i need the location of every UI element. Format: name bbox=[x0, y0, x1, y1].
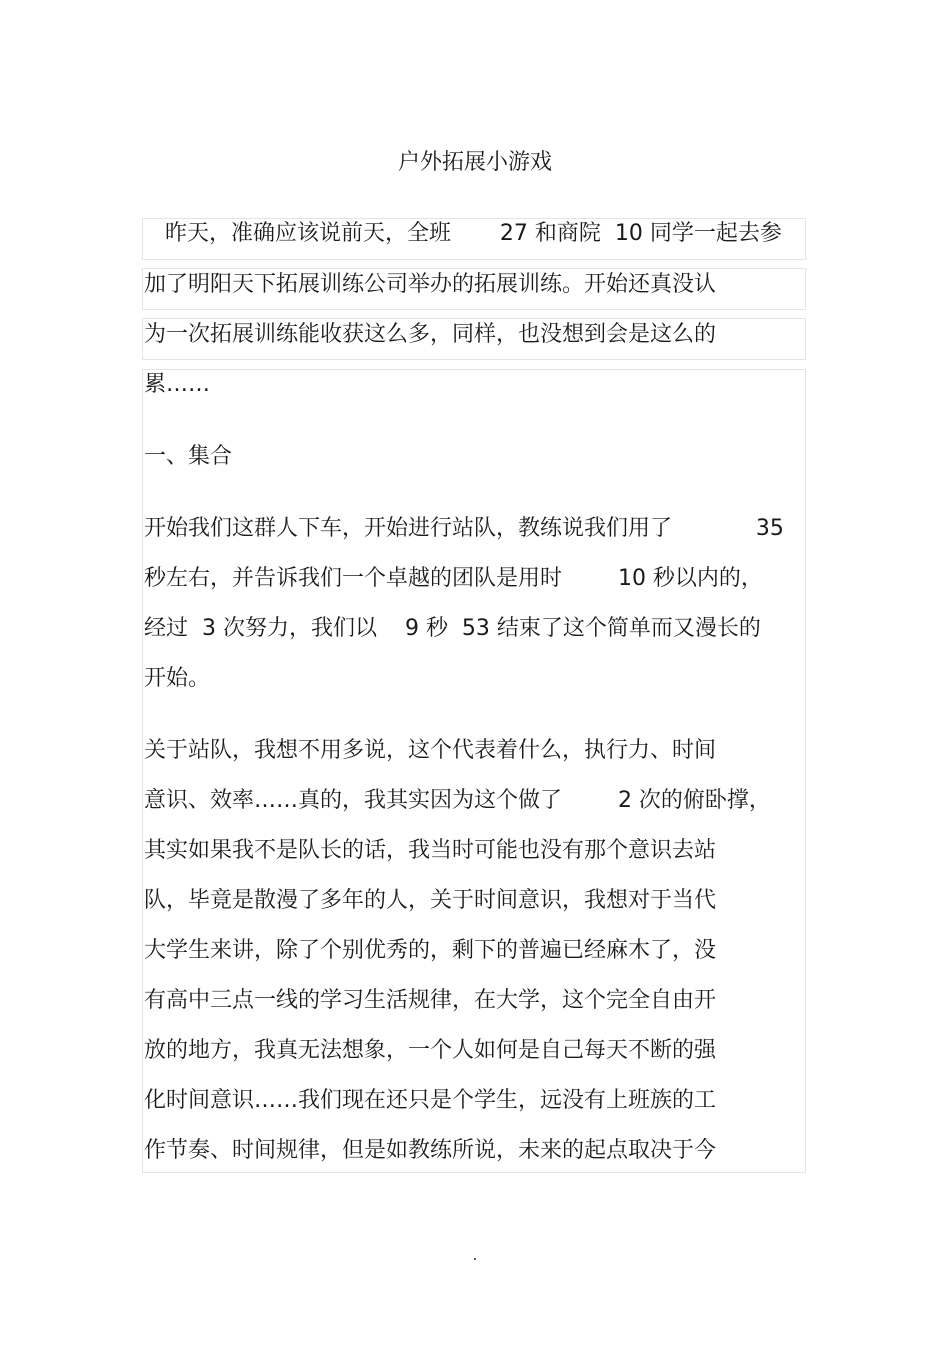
page-footer-dot bbox=[474, 1258, 476, 1260]
paragraph-line: 意识、效率……真的，我其实因为这个做了 2 次的俯卧撑， bbox=[144, 788, 771, 813]
paragraph-line: 累…… bbox=[144, 372, 211, 397]
paragraph-line: 昨天，准确应该说前天，全班 27 和商院 10 同学一起去参 bbox=[144, 221, 782, 246]
paragraph-line: 开始我们这群人下车，开始进行站队，教练说我们用了 35 bbox=[144, 516, 784, 541]
document-title: 户外拓展小游戏 bbox=[397, 150, 552, 175]
section-heading: 一、集合 bbox=[144, 444, 233, 469]
paragraph-line: 其实如果我不是队长的话，我当时可能也没有那个意识去站 bbox=[144, 838, 717, 863]
paragraph-line: 秒左右，并告诉我们一个卓越的团队是用时 10 秒以内的， bbox=[144, 566, 763, 591]
paragraph-line: 队，毕竟是散漫了多年的人，关于时间意识，我想对于当代 bbox=[144, 888, 717, 913]
paragraph-line: 放的地方，我真无法想象，一个人如何是自己每天不断的强 bbox=[144, 1038, 717, 1063]
paragraph-line: 开始。 bbox=[144, 666, 211, 691]
paragraph-line: 加了明阳天下拓展训练公司举办的拓展训练。开始还真没认 bbox=[144, 272, 717, 297]
paragraph-line: 化时间意识……我们现在还只是个学生，远没有上班族的工 bbox=[144, 1088, 717, 1113]
paragraph-line: 关于站队，我想不用多说，这个代表着什么，执行力、时间 bbox=[144, 738, 717, 763]
paragraph-line: 作节奏、时间规律，但是如教练所说，未来的起点取决于今 bbox=[144, 1138, 717, 1163]
paragraph-line: 为一次拓展训练能收获这么多，同样，也没想到会是这么的 bbox=[144, 322, 717, 347]
paragraph-line: 大学生来讲，除了个别优秀的，剩下的普遍已经麻木了，没 bbox=[144, 938, 717, 963]
paragraph-line: 经过 3 次努力，我们以 9 秒 53 结束了这个简单而又漫长的 bbox=[144, 616, 761, 641]
paragraph-line: 有高中三点一线的学习生活规律，在大学，这个完全自由开 bbox=[144, 988, 717, 1013]
